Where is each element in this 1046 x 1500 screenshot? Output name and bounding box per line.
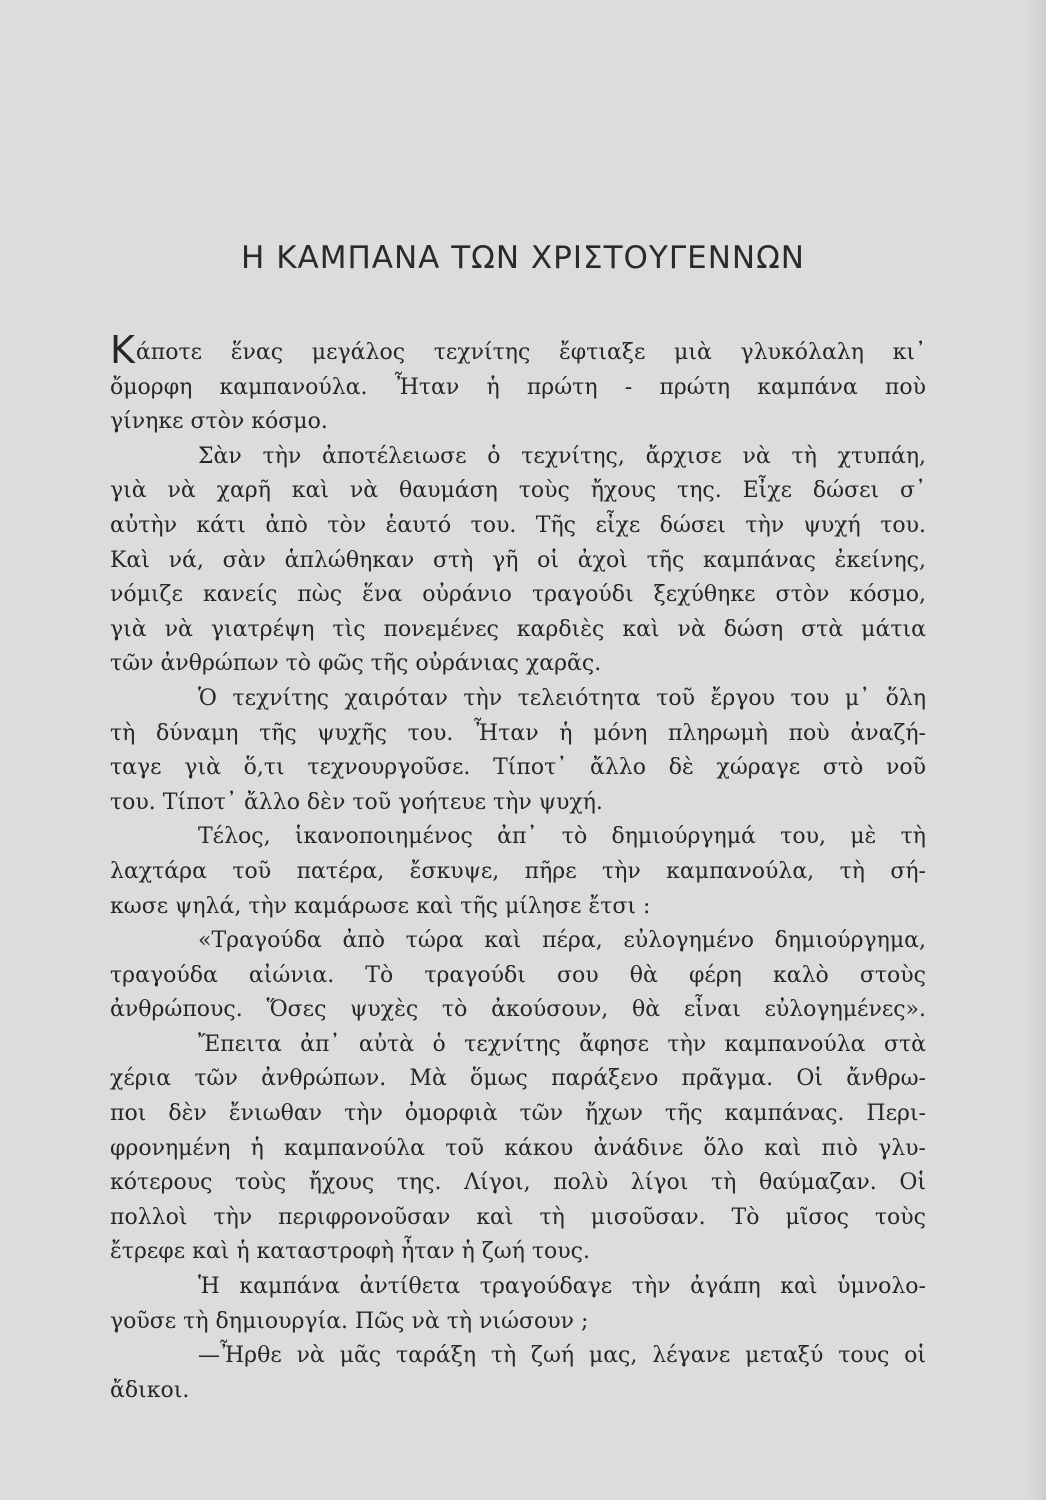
text-line: Ἔπειτα ἀπ᾿ αὐτὰ ὁ τεχνίτης ἄφησε τὴν καμπανούλα στὰ <box>198 1031 926 1057</box>
text-line: ταγε γιὰ ὅ,τι τεχνουργοῦσε. Τίποτ᾿ ἄλλο δὲ χώραγε στὸ νοῦ <box>110 755 926 781</box>
text-line: λαχτάρα τοῦ πατέρα, ἔσκυψε, πῆρε τὴν καμπανούλα, τὴ σή- <box>110 858 926 884</box>
text-line: πολλοὶ τὴν περιφρονοῦσαν καὶ τὴ μισοῦσαν. Τὸ μῖσος τοὺς <box>110 1204 926 1230</box>
text-line: ὄμορφη καμπανούλα. Ἦταν ἡ πρώτη - πρώτη καμπάνα ποὺ <box>110 374 926 400</box>
chapter-title: Η ΚΑΜΠΑΝΑ ΤΩΝ ΧΡΙΣΤΟΥΓΕΝΝΩΝ <box>241 240 805 276</box>
text-line: χέρια τῶν ἀνθρώπων. Μὰ ὅμως παράξενο πρᾶγμα. Οἱ ἄνθρω- <box>110 1066 926 1092</box>
body-text <box>110 328 926 1408</box>
text-line: Ὁ τεχνίτης χαιρόταν τὴν τελειότητα τοῦ ἔργου του μ᾿ ὅλη <box>198 685 926 711</box>
text-line: ἄδικοι. <box>110 1377 190 1403</box>
text-line: ἔτρεφε καὶ ἡ καταστροφὴ ἦταν ἡ ζωή τους. <box>110 1239 590 1265</box>
text-line: ποι δὲν ἔνιωθαν τὴν ὀμορφιὰ τῶν ἤχων τῆς καμπάνας. Περι- <box>110 1101 926 1127</box>
text-line: φρονημένη ἡ καμπανούλα τοῦ κάκου ἀνάδινε ὅλο καὶ πιὸ γλυ- <box>110 1135 926 1161</box>
text-line: του. Τίποτ᾿ ἄλλο δὲν τοῦ γοήτευε τὴν ψυχή. <box>110 789 603 815</box>
text-line: Τέλος, ἱκανοποιημένος ἀπ᾿ τὸ δημιούργημά του, μὲ τὴ <box>198 824 926 850</box>
text-line: γιὰ νὰ γιατρέψη τὶς πονεμένες καρδιὲς καὶ νὰ δώση στὰ μάτια <box>110 616 926 642</box>
text-line: γοῦσε τὴ δημιουργία. Πῶς νὰ τὴ νιώσουν ; <box>110 1308 589 1334</box>
text-line: «Τραγούδα ἀπὸ τώρα καὶ πέρα, εὐλογημένο δημιούργημα, <box>198 928 926 954</box>
text-line: —Ἦρθε νὰ μᾶς ταράξη τὴ ζωή μας, λέγανε μεταξύ τους οἱ <box>198 1343 926 1369</box>
text-line: τῶν ἀνθρώπων τὸ φῶς τῆς οὐράνιας χαρᾶς. <box>110 651 602 677</box>
text-line: Καὶ νά, σὰν ἁπλώθηκαν στὴ γῆ οἱ ἀχοὶ τῆς καμπάνας ἐκείνης, <box>110 547 926 573</box>
text-line: τραγούδα αἰώνια. Τὸ τραγούδι σου θὰ φέρη καλὸ στοὺς <box>110 962 926 988</box>
text-line: γίνηκε στὸν κόσμο. <box>110 409 328 435</box>
page-edge-shadow <box>1028 0 1046 1500</box>
text-line: κότερους τοὺς ἤχους της. Λίγοι, πολὺ λίγοι τὴ θαύμαζαν. Οἱ <box>110 1170 926 1196</box>
text-line: γιὰ νὰ χαρῆ καὶ νὰ θαυμάση τοὺς ἤχους της. Εἶχε δώσει σ᾿ <box>110 478 926 504</box>
text-line: νόμιζε κανείς πὼς ἕνα οὐράνιο τραγούδι ξεχύθηκε στὸν κόσμο, <box>110 582 926 608</box>
text-line: αὐτὴν κάτι ἀπὸ τὸν ἑαυτό του. Τῆς εἶχε δώσει τὴν ψυχή του. <box>110 512 926 538</box>
text-line: ἀνθρώπους. Ὅσες ψυχὲς τὸ ἀκούσουν, θὰ εἶναι εὐλογημένες». <box>110 997 926 1023</box>
text-line: Ἡ καμπάνα ἀντίθετα τραγούδαγε τὴν ἀγάπη καὶ ὑμνολο- <box>198 1274 926 1300</box>
drop-cap: Κ <box>110 328 135 372</box>
text-line: Κάποτε ἕνας μεγάλος τεχνίτης ἔφτιαξε μιὰ γλυκόλαλη κι᾿ <box>110 328 926 372</box>
text-line: κωσε ψηλά, τὴν καμάρωσε καὶ τῆς μίλησε ἔτσι : <box>110 893 651 919</box>
text-line: τὴ δύναμη τῆς ψυχῆς του. Ἦταν ἡ μόνη πληρωμὴ ποὺ ἀναζή- <box>110 720 926 746</box>
text-line: Σὰν τὴν ἀποτέλειωσε ὁ τεχνίτης, ἄρχισε νὰ τὴ χτυπάη, <box>198 443 926 469</box>
